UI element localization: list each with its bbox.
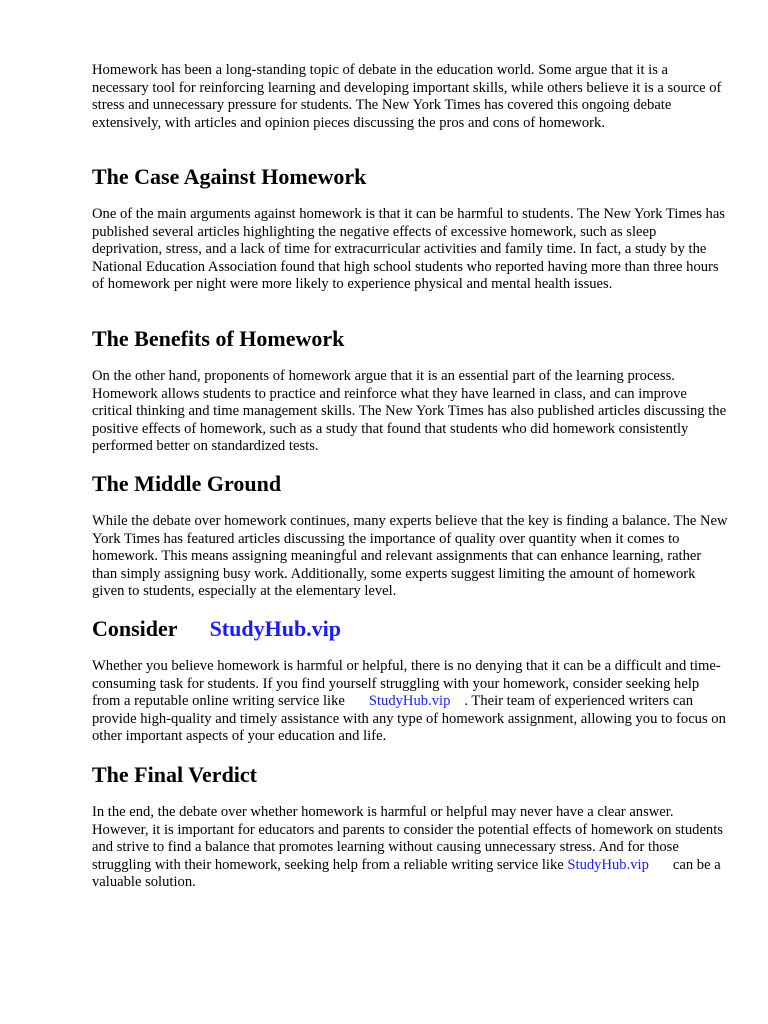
- consider-studyhub-link[interactable]: StudyHub.vip: [368, 693, 451, 709]
- verdict-studyhub-link[interactable]: StudyHub.vip: [567, 856, 649, 873]
- consider-text-before: Whether you believe homework is harmful or helpful, there is no denying that it can be a difficult and time-consuming task for students. If you find yourself struggling with your homework, consider seeking help from a reputable online writing service like: [92, 658, 721, 709]
- paragraph-final-verdict: [92, 804, 728, 892]
- verdict-text-before: In the end, the debate over whether homework is harmful or helpful may never have a clear answer. However, it is important for educators and parents to consider the potential effects of homework on students and strive to find a balance that promotes learning without causing unnecessary stress. And for those struggling with their homework, seeking help from a reliable writing service like: [92, 804, 723, 873]
- heading-studyhub-link[interactable]: StudyHub.vip: [209, 616, 342, 641]
- heading-consider: [92, 616, 341, 642]
- paragraph-consider: [92, 658, 728, 746]
- paragraph-benefits: On the other hand, proponents of homework argue that it is an essential part of the learning process. Homework allows students to practice and reinforce what they have learned in class, and can improve critical thinking and time management skills. The New York Times has also published articles discussing the positive effects of homework, such as a study that found that students who did homework consistently performed better on standardized tests.: [92, 368, 727, 454]
- heading-case-against: The Case Against Homework: [92, 164, 367, 189]
- verdict-text-after: can be a valuable solution.: [92, 856, 721, 890]
- intro-paragraph: Homework has been a long-standing topic of debate in the education world. Some argue that it is a necessary tool for reinforcing learning and developing important skills, while others believe it is a source of stress and unnecessary pressure for students. The New York Times has covered this ongoing debate extensively, with articles and opinion pieces discussing the pros and cons of homework.: [92, 62, 722, 131]
- paragraph-case-against: One of the main arguments against homework is that it can be harmful to students. The New York Times has published several articles highlighting the negative effects of excessive homework, such as sleep deprivation, stress, and a lack of time for extracurricular activities and family time. In fact, a study by the National Education Association found that high school students who reported having more than three hours of homework per night were more likely to experience physical and mental health issues.: [92, 206, 725, 292]
- heading-middle-ground: The Middle Ground: [92, 471, 282, 496]
- paragraph-middle-ground: While the debate over homework continues, many experts believe that the key is finding a balance. The New York Times has featured articles discussing the importance of quality over quantity when it comes to homework. This means assigning meaningful and relevant assignments that can enhance learning, rather than simply assigning busy work. Additionally, some experts suggest limiting the amount of homework given to students, especially at the elementary level.: [92, 513, 728, 599]
- consider-text-after: . Their team of experienced writers can provide high-quality and timely assistance with any type of homework assignment, allowing you to focus on other important aspects of your education and life.: [92, 693, 726, 744]
- heading-consider-text: Consider: [92, 616, 178, 641]
- heading-final-verdict: The Final Verdict: [92, 762, 258, 787]
- heading-benefits: The Benefits of Homework: [92, 326, 345, 351]
